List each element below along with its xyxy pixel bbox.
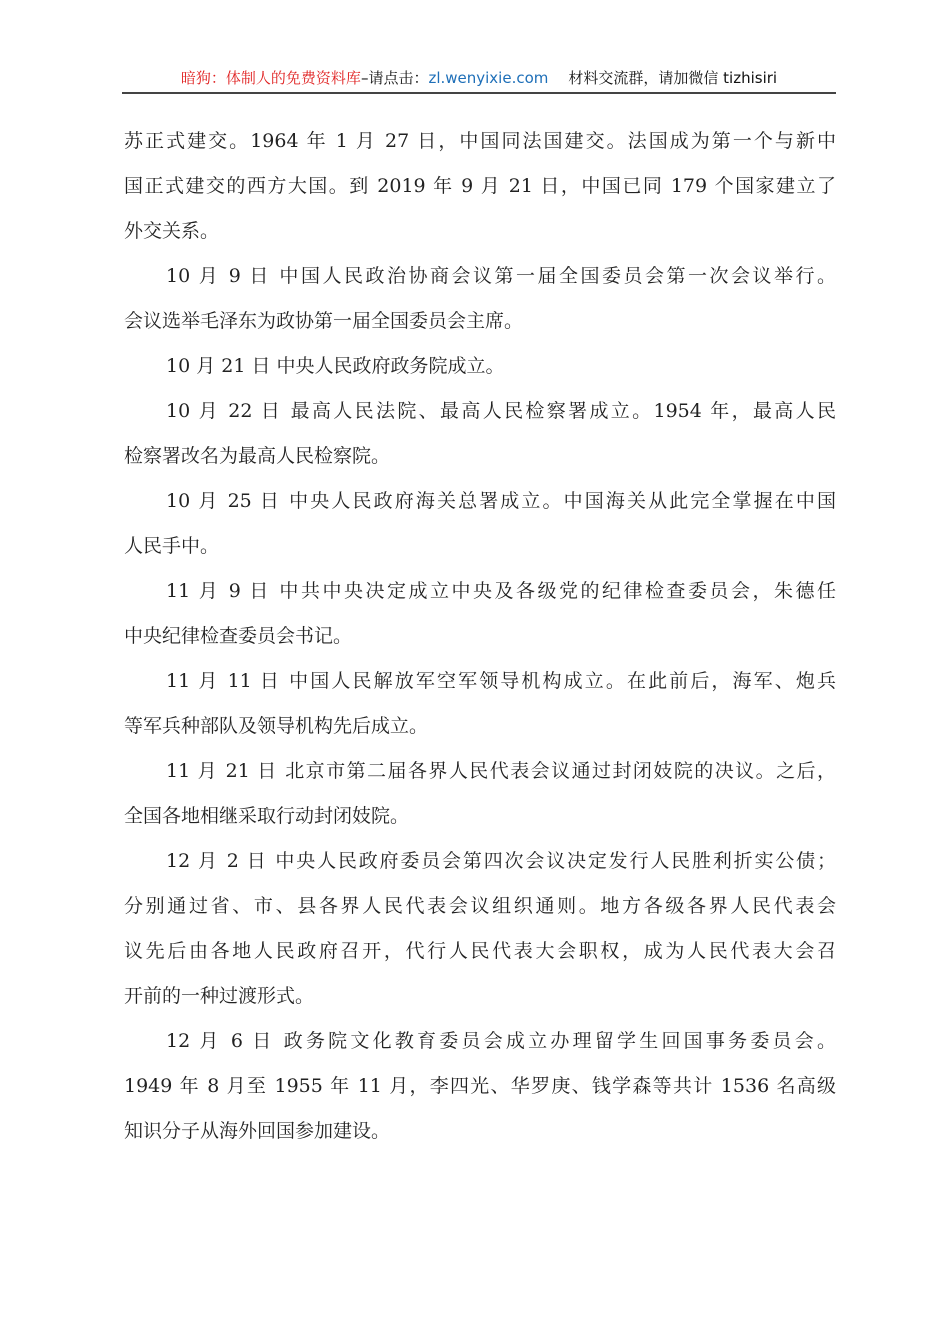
- header-site-name: 暗狗：体制人的免费资料库: [180, 69, 361, 87]
- header-group-note: 材料交流群，请加微信 tizhisiri: [568, 69, 778, 87]
- paragraph-line: 10 月 22 日 最高人民法院、最高人民检察署成立。1954 年，最高人民: [166, 400, 836, 422]
- paragraph-line: 苏正式建交。1964 年 1 月 27 日，中国同法国建交。法国成为第一个与新中: [124, 130, 836, 152]
- paragraph-line: 全国各地相继采取行动封闭妓院。: [124, 805, 410, 827]
- paragraph-line: 12 月 6 日 政务院文化教育委员会成立办理留学生回国事务委员会。: [166, 1030, 836, 1052]
- paragraph-line: 外交关系。: [124, 220, 220, 242]
- paragraph-line: 检察署改名为最高人民检察院。: [124, 445, 391, 467]
- paragraph-line: 分别通过省、市、县各界人民代表会议组织通则。地方各级各界人民代表会: [124, 895, 836, 917]
- paragraph-line: 10 月 21 日 中央人民政府政务院成立。: [166, 355, 505, 377]
- page-header: [122, 68, 836, 94]
- paragraph-line: 人民手中。: [124, 535, 220, 557]
- paragraph-line: 11 月 21 日 北京市第二届各界人民代表会议通过封闭妓院的决议。之后，: [166, 760, 836, 782]
- paragraph-line: 议先后由各地人民政府召开，代行人民代表大会职权，成为人民代表大会召: [124, 940, 836, 962]
- header-click-label: –请点击：: [360, 69, 429, 87]
- paragraph-line: 国正式建交的西方大国。到 2019 年 9 月 21 日，中国已同 179 个国家建立了: [124, 175, 836, 197]
- paragraph-line: 11 月 9 日 中共中央决定成立中央及各级党的纪律检查委员会，朱德任: [166, 580, 836, 602]
- paragraph-line: 等军兵种部队及领导机构先后成立。: [124, 715, 429, 737]
- paragraph-line: 11 月 11 日 中国人民解放军空军领导机构成立。在此前后，海军、炮兵: [166, 670, 836, 692]
- paragraph-line: 10 月 25 日 中央人民政府海关总署成立。中国海关从此完全掌握在中国: [166, 490, 836, 512]
- paragraph-line: 开前的一种过渡形式。: [124, 985, 315, 1007]
- paragraph-line: 知识分子从海外回国参加建设。: [124, 1120, 391, 1142]
- paragraph-line: 会议选举毛泽东为政协第一届全国委员会主席。: [124, 310, 524, 332]
- paragraph-line: 10 月 9 日 中国人民政治协商会议第一届全国委员会第一次会议举行。: [166, 265, 836, 287]
- paragraph-line: 12 月 2 日 中央人民政府委员会第四次会议决定发行人民胜利折实公债；: [166, 850, 836, 872]
- document-body: [124, 124, 836, 1159]
- paragraph-line: 1949 年 8 月至 1955 年 11 月，李四光、华罗庚、钱学森等共计 1536 名高级: [124, 1075, 836, 1097]
- header-url-link[interactable]: zl.wenyixie.com: [428, 69, 549, 87]
- paragraph-line: 中央纪律检查委员会书记。: [124, 625, 353, 647]
